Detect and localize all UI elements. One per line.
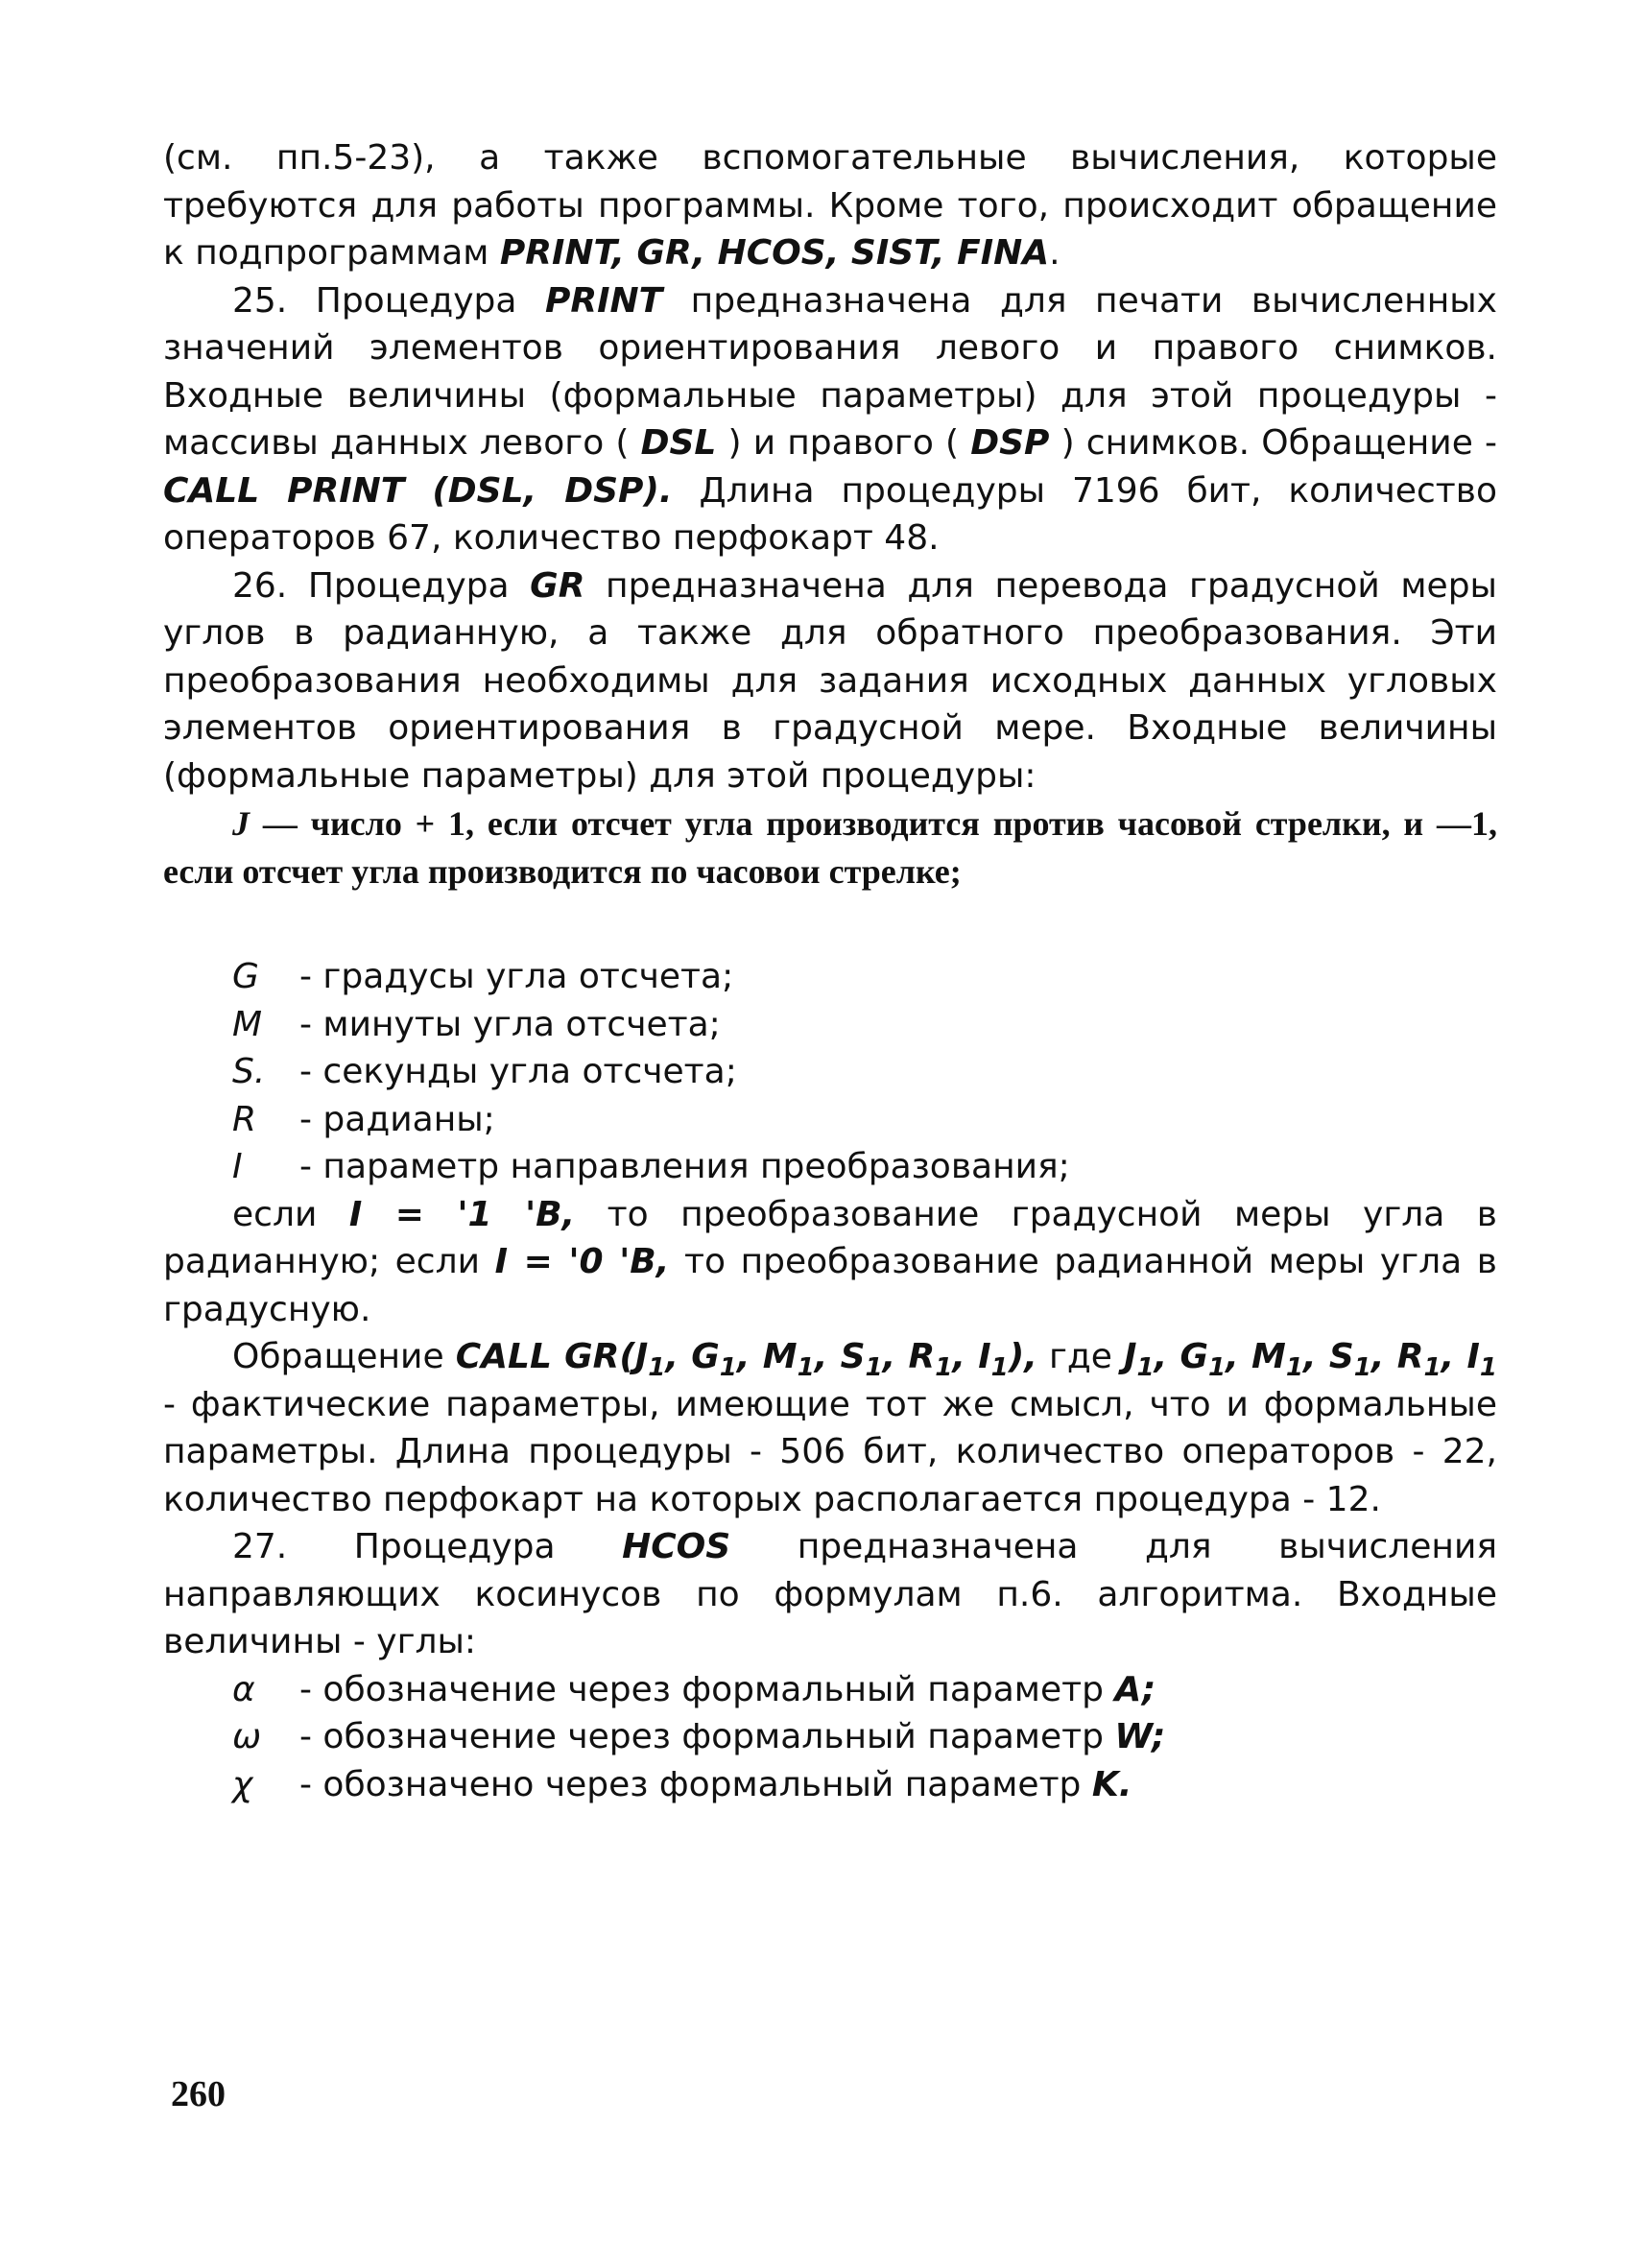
subscript: 1 [648,1353,666,1383]
p26-proc-name: GR [530,565,585,606]
def-param: K. [1091,1764,1132,1804]
def-desc-text: - обозначено через формальный параметр [299,1764,1092,1804]
def-symbol: M [232,1004,263,1044]
def-desc [299,1761,1497,1809]
def-item [163,1713,1497,1761]
intro-end: . [1049,233,1060,273]
call-tail: - фактические параметры, имеющие тот же смысл, что и формальные параметры. Длина процедуры - 506 бит, количество операторов - 22, количество перфокарт на которых располагается процедура - 12. [163,1384,1497,1519]
def-symbol: S. [232,1052,266,1091]
subscript: 1 [865,1353,883,1383]
def-item [163,1761,1497,1809]
intro-text: (см. пп.5-23), а также вспомогательные вычисления, которые требуются для работы программы. Кроме того, происходит обращение к подпрограммам [163,138,1497,273]
def-symbol: α [232,1669,255,1709]
p26-body: предназначена для перевода градусной меры углов в радианную, а также для обратного преобразования. Эти преобразования необходимы для задания исходных данных угловых элементов ориентирования в градусной мере. Входные величины (формальные параметры) для этой процедуры: [163,565,1497,796]
subscript: 1 [1353,1353,1371,1383]
call-lead: Обращение [232,1337,456,1376]
call-part: ), [1008,1337,1037,1376]
gr-call [455,1337,1037,1383]
def-param: W; [1114,1717,1166,1756]
if-lead: если [232,1194,349,1234]
def-symbol: ω [232,1717,262,1756]
p27-lead: 27. Процедура [232,1527,623,1566]
if-mid: то преобразование градусной меры угла в радианную; если [163,1194,1497,1281]
if-cond-1: I = '1 'B, [348,1194,576,1234]
paragraph-26 [163,562,1497,800]
subscript: 1 [1136,1353,1155,1383]
param-part: , M [1226,1337,1286,1376]
def-desc: - секунды угла отсчета; [299,1052,737,1091]
spacer [163,895,1497,953]
param-part: , S [1302,1337,1354,1376]
actual-params [1124,1337,1497,1383]
def-item [163,1143,1497,1191]
j-text: — число + 1, если отсчет угла производится против часовой стрелки, и —1, если отсчет угла производится по часовои стрелке; [163,804,1497,891]
def-desc: - градусы угла отсчета; [299,957,734,996]
def-desc: - радианы; [299,1099,495,1139]
param-part: , I [1441,1337,1480,1376]
call-part: , R [882,1337,936,1376]
paragraph-25 [163,277,1497,562]
procedure-list: PRINT, GR, HCOS, SIST, FINA [499,233,1050,273]
param-part: J [1124,1337,1137,1376]
p25-lead: 25. Процедура [232,280,545,321]
p25-mid: ) и правого ( [716,423,971,463]
call-part: , G [665,1337,720,1376]
p26-lead: 26. Процедура [232,565,531,606]
paragraph-27 [163,1523,1497,1666]
if-tail: то преобразование радианной меры угла в градусную. [163,1242,1498,1329]
p25-dsl: DSL [640,423,717,463]
def-desc-text: - обозначение через формальный параметр [299,1717,1115,1756]
j-definition [163,800,1497,895]
def-item [163,953,1497,1001]
def-symbol: R [232,1099,257,1139]
p27-proc-name: HCOS [622,1527,731,1566]
page-text [163,134,1497,1808]
call-part: , S [814,1337,866,1376]
subscript: 1 [797,1353,815,1383]
def-desc: - минуты угла отсчета; [299,1004,721,1044]
subscript: 1 [990,1353,1009,1383]
def-item [163,1096,1497,1144]
intro-paragraph [163,134,1497,277]
def-desc [299,1713,1497,1761]
call-part: , M [736,1337,798,1376]
def-param: A; [1114,1669,1156,1709]
subscript: 1 [935,1353,953,1383]
subscript: 1 [1285,1353,1303,1383]
j-symbol: J [232,804,250,843]
def-item [163,1048,1497,1096]
if-paragraph [163,1191,1497,1334]
definition-list-27 [163,1666,1497,1809]
def-desc-text: - обозначение через формальный параметр [299,1669,1115,1709]
call-part: CALL GR(J [455,1337,649,1376]
subscript: 1 [719,1353,737,1383]
def-symbol: I [232,1147,243,1186]
p25-proc-name: PRINT [544,280,663,321]
def-desc: - параметр направления преобразования; [299,1147,1070,1186]
if-cond-2: I = '0 'B, [494,1242,670,1281]
p25-call-lead: ) снимков. Обращение - [1049,423,1497,463]
call-part: , I [952,1337,991,1376]
def-item [163,1666,1497,1714]
def-desc [299,1666,1497,1714]
subscript: 1 [1423,1353,1441,1383]
call-where: где [1036,1337,1125,1376]
def-symbol: χ [232,1764,253,1804]
p25-dsp: DSP [970,423,1050,463]
definition-list-26 [163,953,1497,1191]
page-number: 260 [171,2074,226,2114]
p25-body: предназначена для печати вычисленных значений элементов ориентирования левого и правого снимков. Входные величины (формальные параметры) для этой процедуры - массивы данных левого ( [163,280,1497,463]
subscript: 1 [1208,1353,1227,1383]
p25-call: CALL PRINT (DSL, DSP). [163,470,673,511]
subscript: 1 [1479,1353,1497,1383]
call-paragraph [163,1333,1497,1523]
def-symbol: G [232,957,259,996]
def-item [163,1001,1497,1049]
p27-body: предназначена для вычисления направляющих косинусов по формулам п.6. алгоритма. Входные величины - углы: [163,1527,1497,1661]
param-part: , G [1154,1337,1209,1376]
param-part: , R [1370,1337,1424,1376]
p25-tail: Длина процедуры 7196 бит, количество операторов 67, количество перфокарт 48. [163,470,1497,558]
